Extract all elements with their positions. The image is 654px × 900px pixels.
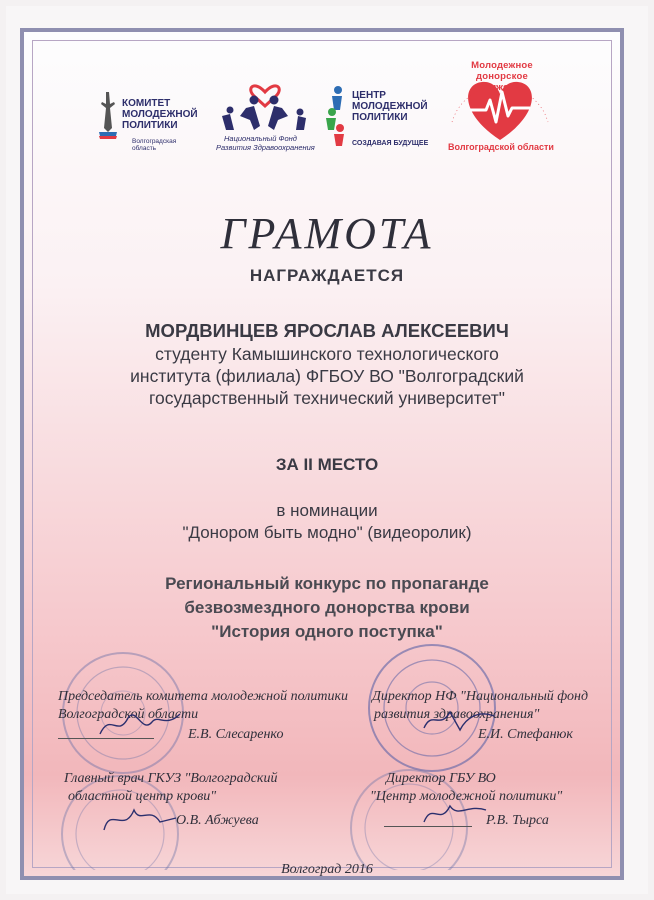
institution-line1: студенту Камышинского технологического bbox=[155, 344, 499, 364]
center-logo-line3: ПОЛИТИКИ bbox=[352, 112, 408, 123]
people-figures-icon bbox=[322, 84, 350, 150]
signatory-name: Е.В. Слесаренко bbox=[188, 727, 284, 742]
committee-logo-line1: КОМИТЕТ bbox=[122, 98, 171, 109]
center-logo-line2: МОЛОДЕЖНОЙ bbox=[352, 101, 428, 112]
fund-logo-line2: Развития Здравоохранения bbox=[216, 143, 315, 152]
awarded-label: НАГРАЖДАЕТСЯ bbox=[249, 266, 405, 285]
signatory-name: Р.В. Тырса bbox=[486, 813, 549, 828]
signatory-name: О.В. Абжуева bbox=[176, 813, 259, 828]
signature-title2: развития здравоохранения" bbox=[374, 707, 540, 722]
handwritten-signature bbox=[420, 796, 490, 832]
recipient-name: МОРДВИНЦЕВ ЯРОСЛАВ АЛЕКСЕЕВИЧ bbox=[145, 320, 509, 341]
signature-title2: Волгоградской области bbox=[58, 707, 199, 722]
signature-title2: "Центр молодежной политики" bbox=[370, 789, 563, 804]
signature-title1: Директор ГБУ ВО bbox=[386, 771, 496, 786]
handwritten-signature bbox=[100, 800, 180, 840]
fund-logo-line1: Национальный Фонд bbox=[224, 134, 297, 143]
handwritten-signature bbox=[420, 700, 500, 740]
donor-movement-logo bbox=[440, 58, 560, 158]
center-logo bbox=[322, 84, 432, 184]
contest-line1: Региональный конкурс по пропаганде bbox=[165, 574, 489, 593]
place-label: ЗА II МЕСТО bbox=[275, 455, 379, 474]
nomination-line1: в номинации bbox=[276, 501, 378, 520]
certificate-title: ГРАМОТА bbox=[220, 209, 434, 258]
contest-name bbox=[0, 572, 654, 644]
contest-line3: "История одного поступка" bbox=[211, 622, 443, 641]
signature-title1: Главный врач ГКУЗ "Волгоградский bbox=[64, 771, 278, 786]
institution-line3: государственный технический университет" bbox=[149, 388, 505, 408]
center-logo-slogan: СОЗДАВАЯ БУДУЩЕЕ bbox=[352, 140, 429, 147]
signatory-name: Е.И. Стефанюк bbox=[478, 727, 573, 742]
nomination-line2: "Донором быть модно" (видеоролик) bbox=[182, 523, 472, 542]
handwritten-signature bbox=[96, 704, 186, 744]
motherland-statue-icon bbox=[98, 88, 118, 140]
contest-line2: безвозмездного донорства крови bbox=[184, 598, 470, 617]
committee-logo-line3: ПОЛИТИКИ bbox=[122, 120, 178, 131]
donor-logo-arc-text: Молодежное донорское движение bbox=[471, 60, 533, 93]
committee-logo-line2: МОЛОДЕЖНОЙ bbox=[122, 109, 198, 120]
city-year: Волгоград 2016 bbox=[281, 862, 373, 877]
signature-title2: областной центр крови" bbox=[68, 789, 217, 804]
signature-title1: Директор НФ "Национальный фонд bbox=[372, 689, 589, 704]
nomination bbox=[0, 500, 654, 544]
committee-logo bbox=[98, 88, 198, 188]
recipient-institution bbox=[0, 343, 654, 409]
donor-logo-region: Волгоградской области bbox=[448, 142, 554, 152]
fund-logo bbox=[210, 70, 320, 170]
signature-title1: Председатель комитета молодежной политики bbox=[58, 689, 349, 704]
center-logo-line1: ЦЕНТР bbox=[352, 90, 386, 101]
institution-line2: института (филиала) ФГБОУ ВО "Волгоградский bbox=[130, 366, 524, 386]
committee-logo-region: Волгоградская область bbox=[132, 138, 177, 152]
family-heart-icon bbox=[210, 70, 320, 134]
